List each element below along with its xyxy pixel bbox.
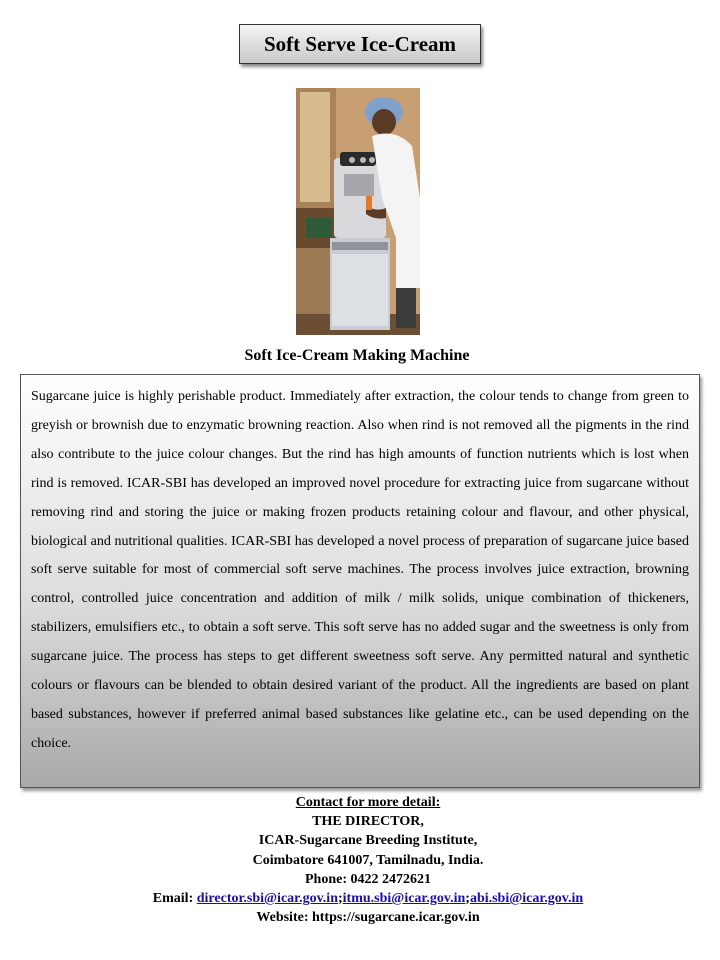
contact-phone: Phone: 0422 2472621 [305,871,431,887]
image-caption: Soft Ice-Cream Making Machine [244,347,470,364]
soft-serve-machine-image [296,88,420,335]
contact-institute: ICAR-Sugarcane Breeding Institute, [258,833,478,849]
description-text: Sugarcane juice is highly perishable product. Immediately after extraction, the colour tends to change from green to greyish or brownish due to enzymatic browning reaction. Also when rind is not removed all the pigments in the rind also contribute to the juice colour changes. But the rind has high amounts of function nutrients which is lost when rind is removed. ICAR-SBI has developed an improved novel procedure for extracting juice from sugarcane without removing rind and storing the juice or making frozen products retaining colour and flavour, and other physical, biological and nutritional qualities. ICAR-SBI has developed a novel process of preparation of sugarcane juice based soft serve suitable for most of commercial soft serve machines. The process involves juice extraction, browning control, controlled juice concentration and addition of milk / milk solids, unique combination of thickeners, stabilizers, emulsifiers etc., to obtain a soft serve. This soft serve has no added sugar and the sweetness is only from sugarcane juice. The process has steps to get different sweetness soft serve. Any permitted natural and synthetic colours or flavours can be blended to obtain desired variant of the product. All the ingredients are based on plant based substances, however if preferred animal based substances like gelatine etc., can be used depending on the choice. [31,389,689,751]
machine-photo [296,88,420,335]
email-link-director[interactable]: director.sbi@icar.gov.in [196,891,338,907]
email-separator: ; [465,891,470,907]
contact-block [0,793,720,927]
contact-heading: Contact for more detail: [295,795,441,810]
email-link-itmu[interactable]: itmu.sbi@icar.gov.in [342,891,466,907]
email-link-abi[interactable]: abi.sbi@icar.gov.in [469,891,584,907]
contact-address: Coimbatore 641007, Tamilnadu, India. [252,852,484,868]
contact-website: Website: https://sugarcane.icar.gov.in [256,910,480,926]
contact-email-line [0,889,720,908]
email-label: Email: [152,891,194,907]
email-separator: ; [338,891,343,907]
page-title: Soft Serve Ice-Cream [239,24,481,64]
contact-name: THE DIRECTOR, [312,814,424,830]
description-box [20,374,700,788]
